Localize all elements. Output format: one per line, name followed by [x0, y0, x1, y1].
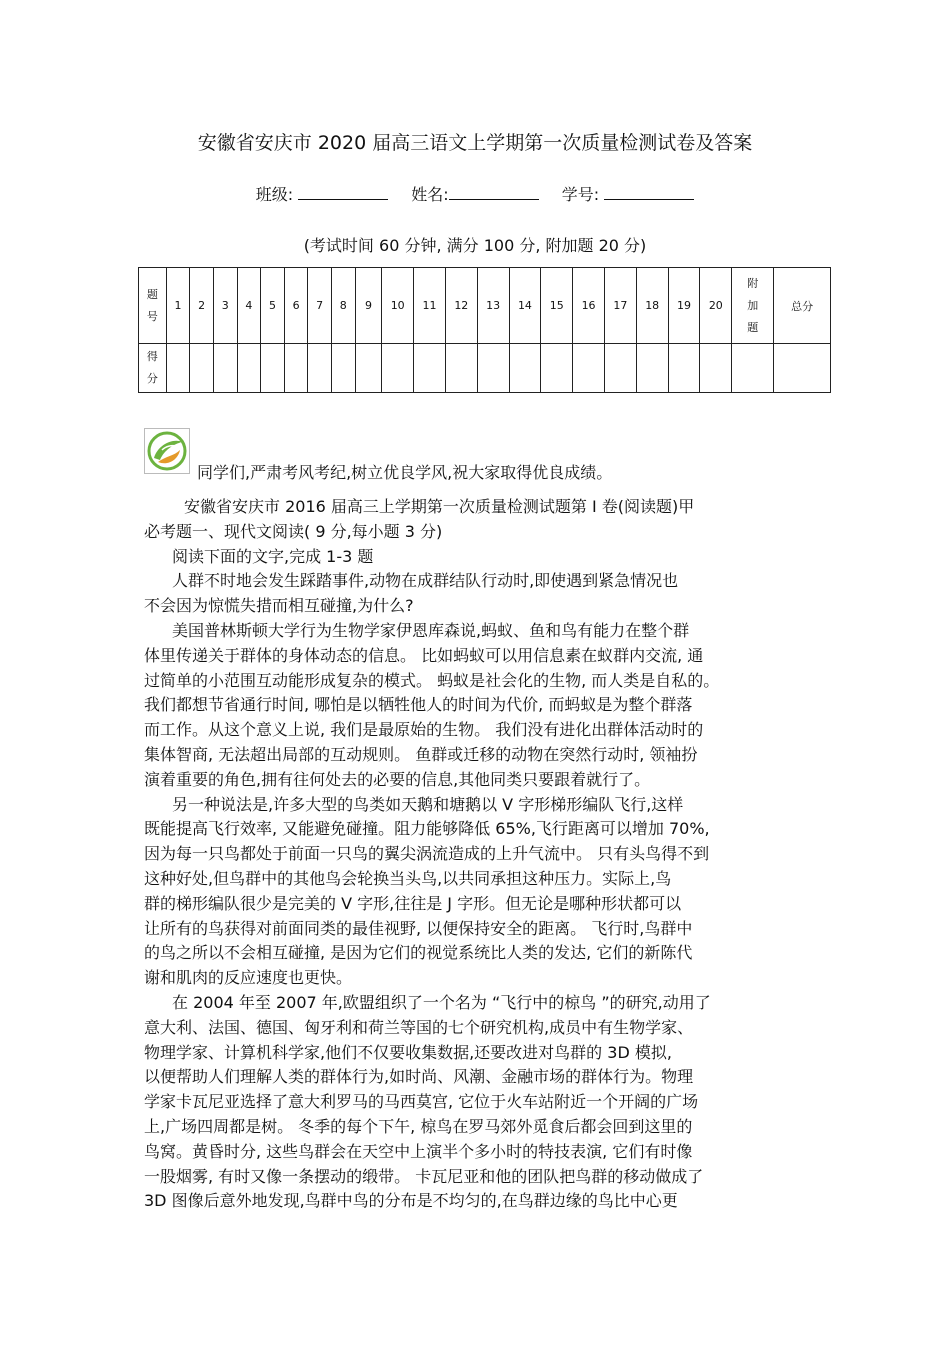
score-cell[interactable]: [284, 344, 308, 393]
body-text: [144, 495, 814, 1214]
score-cell[interactable]: [604, 344, 636, 393]
score-cell[interactable]: [331, 344, 355, 393]
column-9: 9: [355, 268, 382, 344]
name-label: 姓名:: [411, 185, 449, 204]
score-cell[interactable]: [414, 344, 446, 393]
column-1: 1: [166, 268, 190, 344]
column-20: 20: [700, 268, 732, 344]
paragraph-line: 3D 图像后意外地发现,鸟群中鸟的分布是不均匀的,在鸟群边缘的鸟比中心更: [144, 1191, 678, 1211]
paragraph-line: 我们都想节省通行时间, 哪怕是以牺牲他人的时间为代价, 而蚂蚁是为整个群落: [144, 695, 693, 715]
paragraph-line: 在 2004 年至 2007 年,欧盟组织了一个名为 “飞行中的椋鸟 ”的研究,动用了: [172, 992, 711, 1012]
column-12: 12: [445, 268, 477, 344]
score-cell[interactable]: [541, 344, 573, 393]
score-cell[interactable]: [261, 344, 285, 393]
column-11: 11: [414, 268, 446, 344]
paragraph-line: 集体智商, 无法超出局部的互动规则。 鱼群或迁移的动物在突然行动时, 领袖扮: [144, 744, 698, 764]
paragraph-line: 意大利、法国、德国、匈牙利和荷兰等国的七个研究机构,成员中有生物学家、: [144, 1017, 694, 1037]
score-cell[interactable]: [668, 344, 700, 393]
score-cell[interactable]: [355, 344, 382, 393]
column-2: 2: [190, 268, 214, 344]
column-16: 16: [573, 268, 605, 344]
paragraph-line: 上,广场四周都是树。 冬季的每个下午, 椋鸟在罗马郊外觅食后都会回到这里的: [144, 1116, 693, 1136]
column-15: 15: [541, 268, 573, 344]
column-18: 18: [636, 268, 668, 344]
class-blank: [298, 185, 388, 200]
exam-info: (考试时间 60 分钟, 满分 100 分, 附加题 20 分): [303, 236, 647, 255]
column-5: 5: [261, 268, 285, 344]
paragraph-line: 鸟窝。黄昏时分, 这些鸟群会在天空中上演半个多小时的特技表演, 它们有时像: [144, 1141, 693, 1161]
intro-line: 必考题一、现代文阅读( 9 分,每小题 3 分): [144, 521, 443, 541]
paragraph-line: 演着重要的角色,拥有往何处去的必要的信息,其他同类只要跟着就行了。: [144, 769, 651, 789]
paragraph-line: 人群不时地会发生踩踏事件,动物在成群结队行动时,即使遇到紧急情况也: [172, 571, 679, 591]
score-cell[interactable]: [382, 344, 414, 393]
score-cell[interactable]: [308, 344, 332, 393]
score-cell[interactable]: [509, 344, 541, 393]
column-19: 19: [668, 268, 700, 344]
paragraph-line: 以便帮助人们理解人类的群体行为,如时尚、风潮、金融市场的群体行为。物理: [144, 1067, 694, 1087]
class-label: 班级:: [255, 185, 294, 204]
paragraph-line: 学家卡瓦尼亚选择了意大利罗马的马西莫宫, 它位于火车站附近一个开阔的广场: [144, 1092, 699, 1112]
paragraph-line: 一股烟雾, 有时又像一条摆动的缎带。 卡瓦尼亚和他的团队把鸟群的移动做成了: [144, 1166, 704, 1186]
paragraph-line: 谢和肌肉的反应速度也更快。: [144, 968, 353, 988]
column-17: 17: [604, 268, 636, 344]
paragraph-line: 既能提高飞行效率, 又能避免碰撞。阻力能够降低 65%,飞行距离可以增加 70%,: [144, 819, 710, 839]
score-cell[interactable]: [445, 344, 477, 393]
paragraph-line: 群的梯形编队很少是完美的 V 字形,往往是 J 字形。但无论是哪种形状都可以: [144, 893, 682, 913]
score-row-label: 得分: [139, 344, 167, 393]
paragraph-line: 过简单的小范围互动能形成复杂的模式。 蚂蚁是社会化的生物, 而人类是自私的。: [144, 670, 720, 690]
column-3: 3: [213, 268, 237, 344]
green-circle-leaf-logo-icon: [144, 428, 190, 474]
paragraph-line: 的鸟之所以不会相互碰撞, 是因为它们的视觉系统比人类的发达, 它们的新陈代: [144, 943, 693, 963]
paragraph-line: 美国普林斯顿大学行为生物学家伊恩库森说,蚂蚁、鱼和鸟有能力在整个群: [172, 620, 690, 640]
extra-question-label: 附加题: [732, 268, 774, 344]
name-blank: [449, 185, 539, 200]
total-label: 总分: [774, 268, 831, 344]
column-4: 4: [237, 268, 261, 344]
column-10: 10: [382, 268, 414, 344]
paragraph-line: 让所有的鸟获得对前面同类的最佳视野, 以便保持安全的距离。 飞行时,鸟群中: [144, 918, 693, 938]
intro-line: 安徽省安庆市 2016 届高三上学期第一次质量检测试题第 I 卷(阅读题)甲: [184, 497, 695, 516]
score-cell[interactable]: [477, 344, 509, 393]
paragraph-line: 而工作。从这个意义上说, 我们是最原始的生物。 我们没有进化出群体活动时的: [144, 720, 704, 740]
column-8: 8: [331, 268, 355, 344]
paragraph-line: 另一种说法是,许多大型的鸟类如天鹅和塘鹅以 V 字形梯形编队飞行,这样: [172, 794, 684, 814]
score-cell[interactable]: [190, 344, 214, 393]
id-label: 学号:: [561, 185, 600, 204]
score-cell[interactable]: [213, 344, 237, 393]
score-cell[interactable]: [774, 344, 831, 393]
score-cell[interactable]: [732, 344, 774, 393]
student-info-line: [0, 182, 950, 205]
paragraph-line: 因为每一只鸟都处于前面一只鸟的翼尖涡流造成的上升气流中。 只有头鸟得不到: [144, 844, 710, 864]
score-cell[interactable]: [636, 344, 668, 393]
score-table: [138, 267, 831, 393]
paragraph-line: 体里传递关于群体的身体动态的信息。 比如蚂蚁可以用信息素在蚁群内交流, 通: [144, 645, 704, 665]
paragraph-line: 不会因为惊慌失措而相互碰撞,为什么?: [144, 596, 414, 616]
column-13: 13: [477, 268, 509, 344]
paragraph-line: 物理学家、计算机科学家,他们不仅要收集数据,还要改进对鸟群的 3D 模拟,: [144, 1042, 672, 1062]
score-cell[interactable]: [237, 344, 261, 393]
page-title: 安徽省安庆市 2020 届高三语文上学期第一次质量检测试卷及答案: [197, 132, 753, 154]
score-table-header-row: [139, 268, 831, 344]
column-6: 6: [284, 268, 308, 344]
instruction-line: 阅读下面的文字,完成 1-3 题: [172, 546, 374, 566]
greeting-text: 同学们,严肃考风考纪,树立优良学风,祝大家取得优良成绩。: [197, 463, 613, 482]
score-cell[interactable]: [166, 344, 190, 393]
paragraph-line: 这种好处,但鸟群中的其他鸟会轮换当头鸟,以共同承担这种压力。实际上,鸟: [144, 868, 672, 888]
column-7: 7: [308, 268, 332, 344]
score-cell[interactable]: [573, 344, 605, 393]
id-blank: [604, 185, 694, 200]
question-number-label: 题号: [139, 268, 167, 344]
score-table-score-row: [139, 344, 831, 393]
score-cell[interactable]: [700, 344, 732, 393]
column-14: 14: [509, 268, 541, 344]
